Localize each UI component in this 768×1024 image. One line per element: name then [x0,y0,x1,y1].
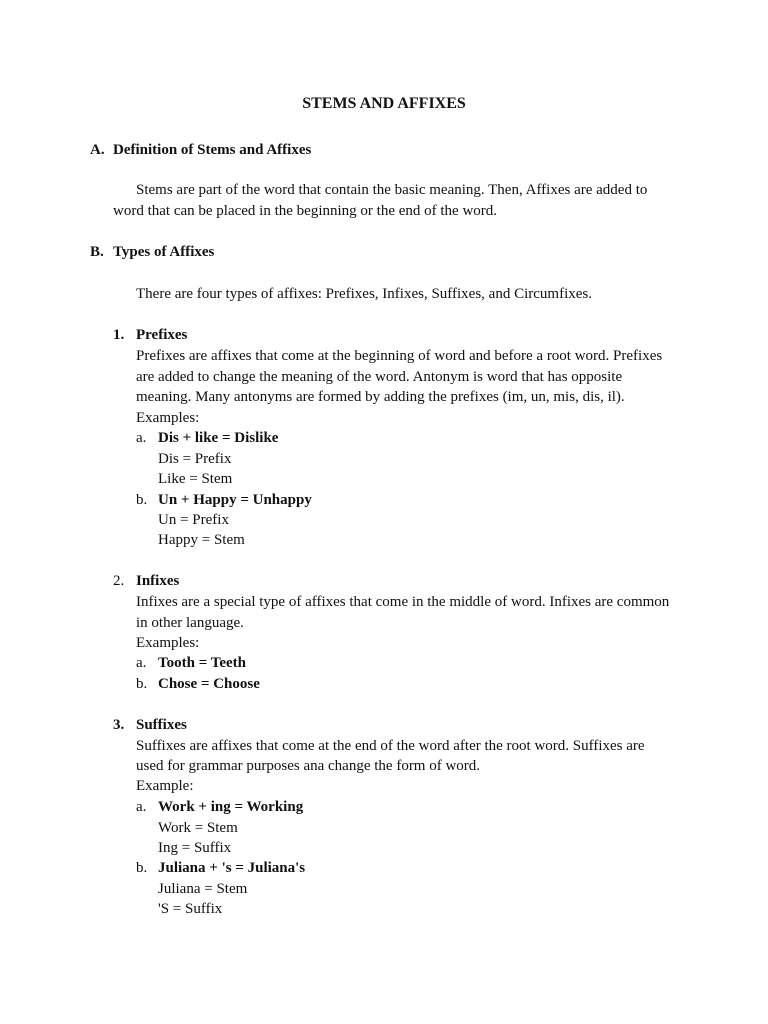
suffixes-examples-label: Example: [136,778,194,794]
prefixes-example-a-formula: Dis + like = Dislike [158,430,279,446]
prefixes-text-line-1: Prefixes are affixes that come at the beginning of word and before a root word. Prefixes [136,348,663,364]
infixes-text-line-1: Infixes are a special type of affixes that come in the middle of word. Infixes are common [136,594,670,610]
infixes-heading: Infixes [136,573,180,589]
suffixes-example-b-detail-2: 'S = Suffix [158,901,223,917]
prefixes-text-line-2: are added to change the meaning of the word. Antonym is word that has opposite [136,369,623,385]
section-b-intro: There are four types of affixes: Prefixes, Infixes, Suffixes, and Circumfixes. [136,286,592,302]
prefixes-heading: Prefixes [136,327,188,343]
infixes-examples-label: Examples: [136,635,200,651]
suffixes-example-a-formula: Work + ing = Working [158,799,304,815]
section-a-paragraph-line-2: word that can be placed in the beginning or the end of the word. [113,203,498,219]
infixes-marker: 2. [113,573,125,589]
suffixes-marker: 3. [113,717,125,733]
infixes-example-a-marker: a. [136,655,147,671]
prefixes-example-b-marker: b. [136,492,148,508]
suffixes-example-b-formula: Juliana + 's = Juliana's [158,860,306,876]
infixes-example-a-formula: Tooth = Teeth [158,655,247,671]
suffixes-example-b-marker: b. [136,860,148,876]
prefixes-marker: 1. [113,327,125,343]
prefixes-example-a-detail-1: Dis = Prefix [158,451,232,467]
prefixes-example-b-detail-1: Un = Prefix [158,512,229,528]
infixes-text-line-2: in other language. [136,615,244,631]
prefixes-text-line-3: meaning. Many antonyms are formed by adding the prefixes (im, un, mis, dis, il). [136,389,625,405]
suffixes-heading: Suffixes [136,717,187,733]
infixes-example-b-formula: Chose = Choose [158,676,260,692]
suffixes-text-line-1: Suffixes are affixes that come at the end of the word after the root word. Suffixes are [136,738,645,754]
suffixes-example-b-detail-1: Juliana = Stem [158,881,248,897]
section-b-heading: Types of Affixes [113,244,215,260]
prefixes-example-a-marker: a. [136,430,147,446]
document-title: STEMS AND AFFIXES [302,95,466,112]
suffixes-text-line-2: used for grammar purposes ana change the form of word. [136,758,481,774]
infixes-example-b-marker: b. [136,676,148,692]
section-b-marker: B. [90,244,104,260]
prefixes-example-b-detail-2: Happy = Stem [158,532,245,548]
prefixes-example-a-detail-2: Like = Stem [158,471,233,487]
section-a-paragraph-line-1: Stems are part of the word that contain the basic meaning. Then, Affixes are added to [136,182,648,198]
suffixes-example-a-detail-2: Ing = Suffix [158,840,232,856]
section-a-marker: A. [90,142,105,158]
prefixes-examples-label: Examples: [136,410,200,426]
section-a-heading: Definition of Stems and Affixes [113,142,312,158]
suffixes-example-a-detail-1: Work = Stem [158,820,238,836]
prefixes-example-b-formula: Un + Happy = Unhappy [158,492,312,508]
suffixes-example-a-marker: a. [136,799,147,815]
